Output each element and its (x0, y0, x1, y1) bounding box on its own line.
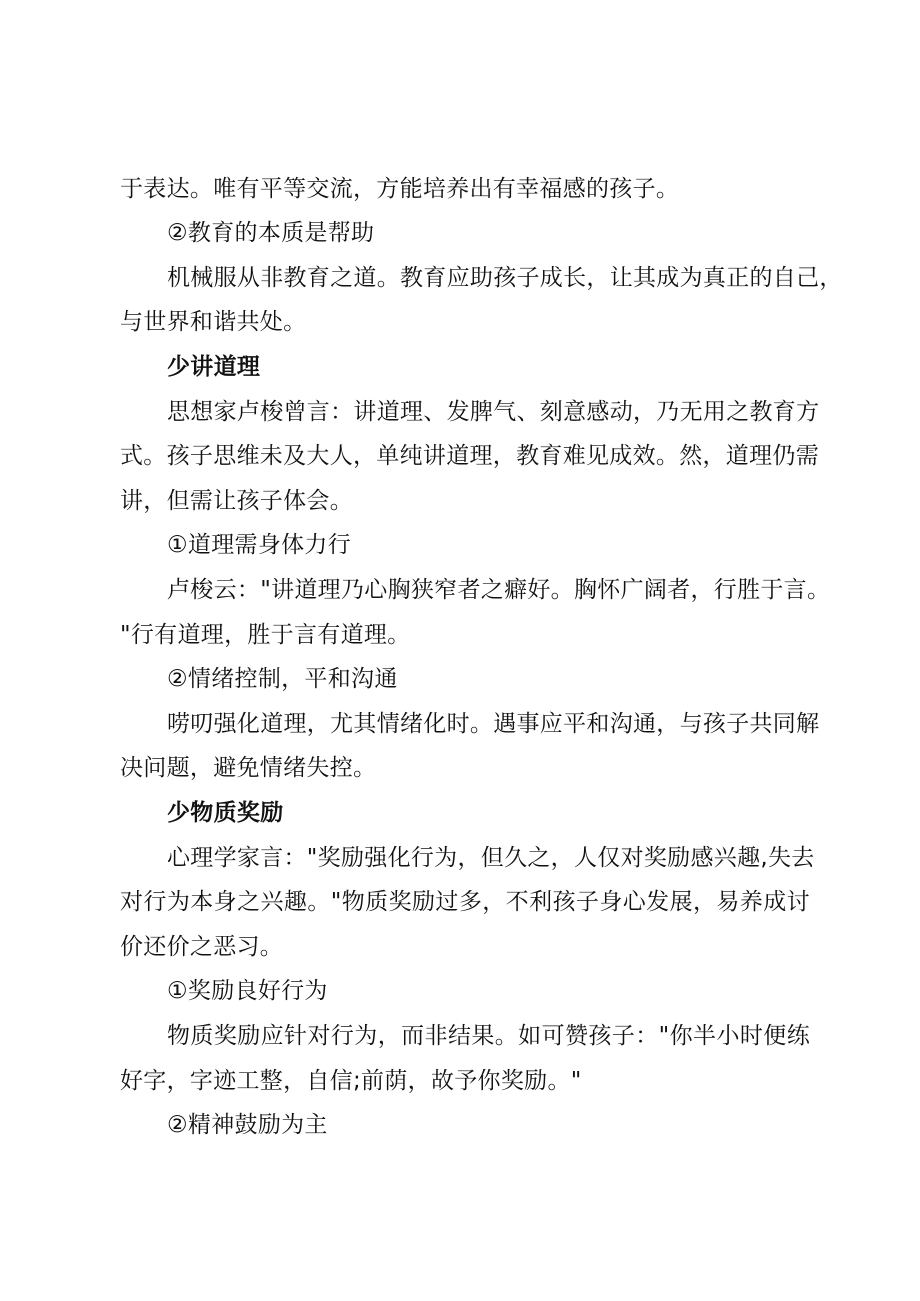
paragraph-line: 唠叨强化道理，尤其情绪化时。遇事应平和沟通，与孩子共同解 (167, 711, 820, 737)
subheading-reasoning-by-practice: ①道理需身体力行 (167, 532, 352, 558)
paragraph-line: 机械服从非教育之道。教育应助孩子成长，让其成为真正的自己， (167, 265, 843, 291)
paragraph-line: 讲，但需让孩子体会。 (120, 488, 353, 514)
paragraph-line: 卢梭云："讲道理乃心胸狭窄者之癖好。胸怀广阔者，行胜于言。 (167, 577, 831, 603)
paragraph-line: 好字，字迹工整，自信;前荫，故予你奖励。" (120, 1068, 582, 1094)
paragraph-line: "行有道理，胜于言有道理。 (120, 622, 411, 648)
paragraph-line: 思想家卢梭曾言：讲道理、发脾气、刻意感动，乃无用之教育方 (167, 399, 820, 425)
section-heading-less-reasoning: 少讲道理 (167, 354, 261, 380)
paragraph-line: 决问题，避免情绪失控。 (120, 755, 377, 781)
paragraph-line: 价还价之恶习。 (120, 934, 284, 960)
paragraph-line: 对行为本身之兴趣。"物质奖励过多，不利孩子身心发展，易养成讨 (120, 889, 810, 915)
section-heading-less-material-rewards: 少物质奖励 (167, 800, 284, 826)
subheading-spiritual-encouragement: ②精神鼓励为主 (167, 1112, 328, 1138)
paragraph-continuation-line: 于表达。唯有平等交流，方能培养出有幸福感的孩子。 (120, 176, 680, 202)
subheading-essence-of-education: ②教育的本质是帮助 (167, 220, 375, 246)
subheading-emotion-control: ②情绪控制，平和沟通 (167, 666, 398, 692)
subheading-reward-good-behavior: ①奖励良好行为 (167, 978, 328, 1004)
paragraph-line: 式。孩子思维未及大人，单纯讲道理，教育难见成效。然，道理仍需 (120, 443, 819, 469)
paragraph-line: 与世界和谐共处。 (120, 309, 307, 335)
paragraph-line: 心理学家言："奖励强化行为，但久之，人仅对奖励感兴趣,失去 (167, 845, 815, 871)
paragraph-line: 物质奖励应针对行为，而非结果。如可赞孩子："你半小时便练 (167, 1023, 810, 1049)
